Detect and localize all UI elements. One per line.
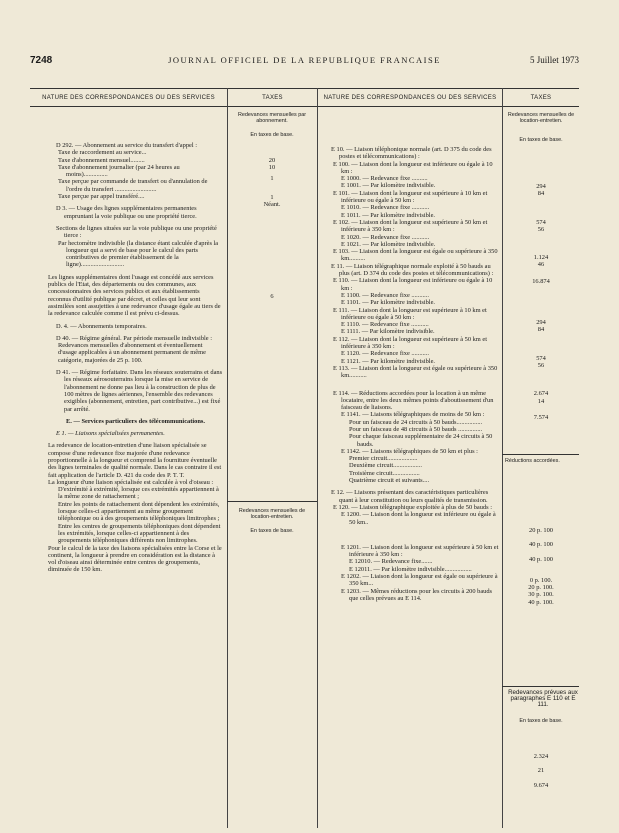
value: 46 <box>537 261 545 269</box>
text-line: E 11. — Liaison télégraphique normale exploité à 50 bauds au plus (art. D 374 du code des postes et télécommunications) : <box>331 262 494 278</box>
section-heading: E. — Services particuliers des télécommunications. <box>66 417 205 425</box>
text-line: Entre les centres de groupements téléphoniques dont dépendent les extrémités, lorsque celles-ci appartiennent à des groupements téléphoniques différents non limitrophes. <box>58 522 221 545</box>
left-nature-header: NATURE DES CORRESPONDANCES OU DES SERVICES <box>42 95 215 101</box>
text-line: D'extrémité à extrémité, lorsque ces extrémités appartiennent à la même zone de rattachement ; <box>58 486 219 501</box>
value: 16.874 <box>532 277 550 285</box>
value: 84 <box>537 326 545 334</box>
text-line: E 111. — Liaison dont la longueur est supérieure à 10 km et inférieure ou égale à 50 km : <box>333 306 487 321</box>
rule <box>502 686 579 687</box>
unit-label: Réductions accordées. <box>505 458 560 464</box>
value: 84 <box>537 190 545 198</box>
text-line: D 41. — Régime forfaitaire. Dans les réseaux souterrains et dans les réseaux aérosouterrains lorsque la mise en service de l'abonnement ne donne pas lieu à la construction de plus de 100 mètres de lignes aériennes, l'ensemble des redevances exigibles (abonnement, entretien, part contributive...) est fixé par arrêté. <box>56 369 223 413</box>
text-line: E 1010. — Redevance fixe ........... <box>341 204 430 212</box>
text-line: Deuxième circuit.................. <box>349 462 422 470</box>
value: 20 <box>268 157 276 164</box>
text-line: E 1120. — Redevance fixe ........... <box>341 350 429 358</box>
text-line: E 1100. — Redevance fixe ........... <box>341 291 429 299</box>
text-line: E 100. — Liaison dont la longueur est inférieure ou égale à 10 km : <box>333 160 493 175</box>
unit-label: En taxes de base. <box>250 132 294 138</box>
unit-label: En taxes de base. <box>519 718 563 724</box>
text-line: E 1142. — Liaisons télégraphiques de 50 km et plus : <box>341 447 478 455</box>
text-line: E 12010. — Redevance fixe....... <box>349 558 433 566</box>
text-line: E 113. — Liaison dont la longueur est égale ou supérieure à 350 km........... <box>333 364 498 380</box>
text-line: E 1201. — Liaison dont la longueur est supérieure à 50 km et inférieure à 350 km : <box>341 543 499 559</box>
text-line: Pour le calcul de la taxe des liaisons spécialisées entre la Corse et le continent, la longueur à prendre en considération est la distance à vol d'oiseau ainsi déterminée entre centres de groupements, diminuée de 150 km. <box>48 544 222 574</box>
text-line: E 1000. — Redevance fixe .......... <box>341 175 428 183</box>
text-line: Par hectomètre indivisible (la distance étant calculée d'après la longueur qui a servi de base pour le calcul des parts contributives de premier établissement de la ligne)........................... <box>58 239 219 269</box>
text-line: Taxe de raccordement au service... <box>58 149 147 157</box>
text-line: La longueur d'une liaison spécialisée est calculée à vol d'oiseau : <box>48 478 214 486</box>
text-line: Premier circuit................... <box>349 455 418 463</box>
text-block-d292 <box>48 142 223 574</box>
divider <box>317 88 318 828</box>
text-line: E 102. — Liaison dont la longueur est supérieure à 50 km et inférieure à 350 km : <box>333 218 488 234</box>
text-line: Taxe d'abonnement mensuel......... <box>58 156 145 164</box>
value: 30 p. 100. <box>528 591 554 599</box>
text-line: E 112. — Liaison dont la longueur est supérieure à 50 km et inférieure à 350 km : <box>333 335 487 351</box>
text-line: Pour un faisceau de 48 circuits à 50 bauds ............... <box>349 425 483 433</box>
value: 10 <box>268 164 276 172</box>
publication-date: 5 Juillet 1973 <box>530 55 579 65</box>
divider <box>227 88 228 828</box>
value: 14 <box>537 397 545 405</box>
unit-label: Redevances prévues aux paragraphes E 110 et E 111. <box>508 689 578 709</box>
value: 6 <box>270 293 274 300</box>
text-line: D. 4. — Abonnements temporaires. <box>56 322 147 330</box>
text-line: E 1110. — Redevance fixe ........... <box>341 321 429 329</box>
text-line: Troisième circuit................. <box>349 469 420 477</box>
text-line: Taxe d'abonnement journalier (par 24 heures au moins)............... <box>58 163 180 179</box>
unit-label: Redevances mensuelles de location-entretien. <box>507 112 575 125</box>
values-e10 <box>505 183 577 421</box>
value: 574 <box>536 218 546 226</box>
text-line: E 103. — Liaison dont la longueur est égale ou supérieure à 350 km.......... <box>333 248 498 263</box>
text-line: Taxe perçue par commande de transfert ou d'annulation de l'ordre du transfert .......................... <box>58 178 208 193</box>
value: 294 <box>536 183 546 190</box>
right-nature-header: NATURE DES CORRESPONDANCES OU DES SERVICES <box>323 95 497 101</box>
text-line: E 1011. — Par kilomètre indivisible. <box>341 211 436 219</box>
text-line: E 1021. — Par kilomètre indivisible. <box>341 240 436 248</box>
text-line: E 1202. — Liaison dont la longueur est égale ou supérieure à 350 km... <box>341 573 498 588</box>
journal-title: JOURNAL OFFICIEL DE LA REPUBLIQUE FRANCAISE <box>168 55 441 65</box>
value: 574 <box>536 354 546 362</box>
text-line: E 1200. — Liaison dont la longueur est inférieure ou égale à 50 km.. <box>341 511 496 526</box>
value: 1.124 <box>533 254 549 262</box>
page-number: 7248 <box>30 55 53 66</box>
page-header <box>30 55 579 71</box>
column-header-rule <box>30 106 579 107</box>
value: 56 <box>537 361 545 369</box>
text-line: La redevance de location-entretien d'une liaison spécialisée se compose d'une redevance fixe majorée d'une redevance proportionnelle à la longueur et comprend la fourniture éventuelle des lignes terminales de qualité normale. Dans le cas contraire il est fait application de l'article D. 421 du code des P. T. T. <box>48 442 222 479</box>
value: 2.324 <box>533 753 549 760</box>
value: 40 p. 100 <box>529 541 553 549</box>
divider <box>502 88 503 828</box>
unit-label: Redevances mensuelles par abonnement. <box>237 112 307 125</box>
text-line: E 1001. — Par kilomètre indivisible. <box>341 182 436 190</box>
text-line: E 1121. — Par kilomètre indivisible. <box>341 357 436 365</box>
text-line: E 1141. — Liaisons télégraphiques de moins de 50 km : <box>341 411 485 419</box>
text-line: E 1101. — Par kilomètre indivisible. <box>341 299 436 307</box>
value: 20 p. 100. <box>528 584 554 592</box>
rule <box>502 454 579 455</box>
values-e114 <box>505 527 577 606</box>
text-line: E 12. — Liaisons présentant des caractéristiques particulières quant à leur constitution ou leurs qualités de transmission. <box>331 489 489 504</box>
value: 40 p. 100 <box>529 555 553 563</box>
text-line: Les lignes supplémentaires dont l'usage est concédé aux services publics de l'Etat, des départements ou des communes, aux concessionnaires des services publics et aux établissements reconnus d'utilité publique par décret, et celles qui leur sont assimilées sont assujetties à une redevance d'usage égale au tiers de la redevance calculée comme il est prévu ci-dessus. <box>48 273 221 318</box>
text-line: Pour un faisceau de 24 circuits à 50 bauds................ <box>349 418 483 426</box>
table-top-rule <box>30 88 579 89</box>
value: 21 <box>537 767 545 775</box>
text-line: E 1203. — Mêmes réductions pour les circuits à 200 bauds que celles prévues au E 114. <box>341 587 493 602</box>
value: 294 <box>536 319 546 327</box>
text-line: D 3. — Usage des lignes supplémentaires permanentes empruntant la voie publique ou une propriété tierce. <box>56 205 197 220</box>
text-line: Entre les points de rattachement dont dépendent les extrémités, lorsque celles-ci appartiennent au même groupement téléphonique ou à des groupements téléphoniques limitrophes ; <box>58 500 220 523</box>
text-line: E 10. — Liaison téléphonique normale (art. D 375 du code des postes et télécommunications) : <box>331 146 492 161</box>
value: 20 p. 100 <box>529 527 553 534</box>
value: 0 p. 100. <box>529 576 553 584</box>
unit-label: Redevances mensuelles de location-entretien. <box>238 508 306 521</box>
value: 1 <box>270 193 274 201</box>
values-d292 <box>230 157 314 208</box>
unit-label: En taxes de base. <box>250 528 294 534</box>
values-d3 <box>230 293 314 300</box>
text-line: E 114. — Réductions accordées pour la location à un même locataire, entre les deux mêmes points d'aboutissement d'un faisceau de liaisons. <box>333 389 494 412</box>
value: Néant. <box>263 201 281 209</box>
value: 2.674 <box>533 390 549 398</box>
text-line: Redevances mensuelles d'abonnement et éventuellement d'usage applicables à un abonnement permanent de même catégorie, majorées de 25 p. 100. <box>58 342 206 364</box>
right-taxes-header: TAXES <box>530 95 552 101</box>
value: 56 <box>537 225 545 233</box>
value: 1 <box>270 174 274 182</box>
text-line: E 120. — Liaison télégraphique exploitée à plus de 50 bauds : <box>333 503 493 511</box>
text-line: Pour chaque faisceau supplémentaire de 24 circuits à 50 bauds. <box>349 433 493 448</box>
text-line: E 1020. — Redevance fixe ........... <box>341 233 430 241</box>
text-line: Taxe perçue par appel transféré.... <box>58 193 145 201</box>
text-line: E 1. — Liaisons spécialisées permanentes. <box>56 430 165 438</box>
text-line: E 1111. — Par kilomètre indivisible. <box>341 328 435 336</box>
text-line: E 101. — Liaison dont la longueur est supérieure à 10 km et inférieure ou égale à 50 km : <box>333 189 488 205</box>
value: 7.574 <box>533 413 549 421</box>
text-line: D 292. — Abonnement au service du transfert d'appel : <box>56 142 197 149</box>
rule <box>227 501 317 502</box>
unit-label: En taxes de base. <box>519 137 563 143</box>
text-line: E 110. — Liaison dont la longueur est inférieure ou égale à 10 km : <box>333 277 493 292</box>
text-line: D 40. — Régime général. Par période mensuelle indivisible : <box>56 334 212 342</box>
values-e12 <box>505 753 577 789</box>
value: 40 p. 100. <box>528 598 554 606</box>
value: 9.674 <box>533 781 549 789</box>
left-taxes-header: TAXES <box>262 95 283 101</box>
text-block-e10 <box>323 146 500 602</box>
text-line: Quatrième circuit et suivants.... <box>349 477 430 485</box>
text-line: Sections de lignes situées sur la voie publique ou une propriété tierce : <box>56 224 217 240</box>
text-line: E 12011. — Par kilomètre indivisible................. <box>349 565 472 573</box>
